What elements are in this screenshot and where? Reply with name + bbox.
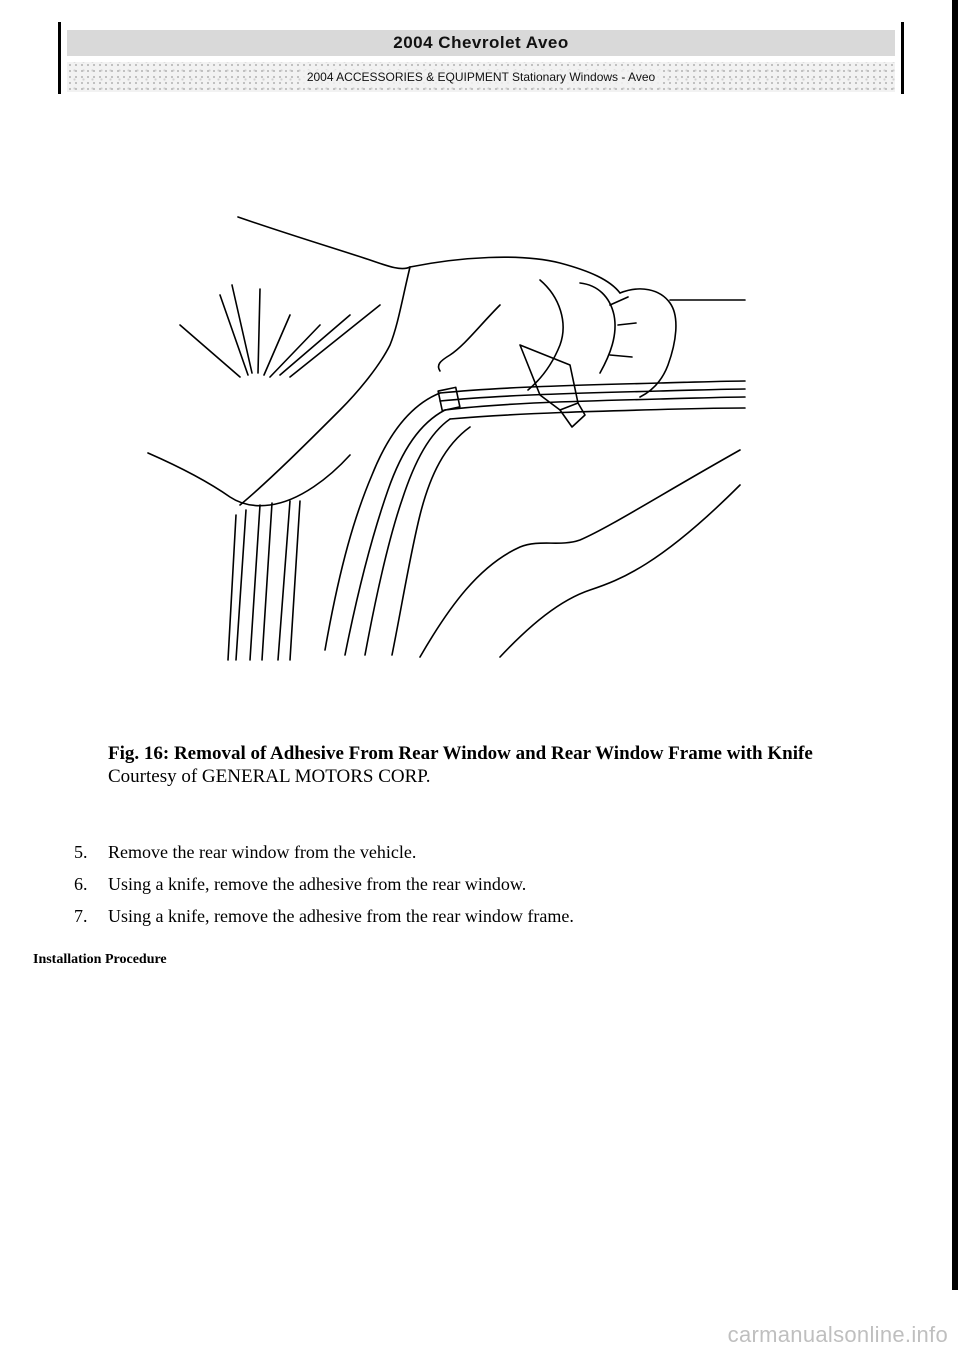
adhesive-strings xyxy=(180,285,380,377)
step-number: 5. xyxy=(74,842,88,862)
illustration-adhesive-removal xyxy=(140,205,760,665)
frame-line-2 xyxy=(440,389,745,401)
header-subtitle-text: 2004 ACCESSORIES & EQUIPMENT Stationary Windows - Aveo xyxy=(301,70,661,84)
pillar-hatch xyxy=(228,501,300,660)
pillar-line-4 xyxy=(392,427,470,655)
step-number: 7. xyxy=(74,906,88,926)
finger-2 xyxy=(528,280,563,390)
section-heading: Installation Procedure xyxy=(33,952,167,967)
knuckle-lines xyxy=(610,297,636,357)
list-item xyxy=(74,874,894,906)
pillar-line-1 xyxy=(325,393,440,650)
step-text: Remove the rear window from the vehicle. xyxy=(108,842,417,862)
step-text: Using a knife, remove the adhesive from the rear window. xyxy=(108,874,527,894)
pillar-line-2 xyxy=(345,410,445,655)
figure-caption-title: Fig. 16: Removal of Adhesive From Rear Window and Rear Window Frame with Knife xyxy=(108,743,813,764)
sleeve-left-edge xyxy=(240,267,410,505)
list-item xyxy=(74,906,894,938)
header-title: 2004 Chevrolet Aveo xyxy=(67,30,895,56)
header-subtitle xyxy=(67,62,895,92)
figure-caption-credit: Courtesy of GENERAL MOTORS CORP. xyxy=(108,766,431,787)
glass-edge xyxy=(420,450,740,657)
step-number: 6. xyxy=(74,874,88,894)
document-header xyxy=(58,22,904,94)
list-item xyxy=(74,842,894,874)
frame-line-4 xyxy=(450,408,745,419)
pillar-line-3 xyxy=(365,419,450,655)
page-right-border xyxy=(952,0,958,1290)
procedure-steps xyxy=(74,842,894,938)
thumb xyxy=(438,305,500,371)
sleeve-top xyxy=(410,257,620,293)
arm-outline xyxy=(238,217,410,269)
watermark-text: carmanualsonline.info xyxy=(727,1322,948,1347)
knife-blade xyxy=(560,403,585,427)
frame-line-1 xyxy=(440,381,745,393)
step-text: Using a knife, remove the adhesive from the rear window frame. xyxy=(108,906,574,926)
glass-edge-inner xyxy=(500,485,740,657)
knife-handle xyxy=(520,345,578,410)
figure-caption xyxy=(108,742,908,788)
finger-1 xyxy=(580,283,615,373)
hand-back xyxy=(620,289,676,397)
